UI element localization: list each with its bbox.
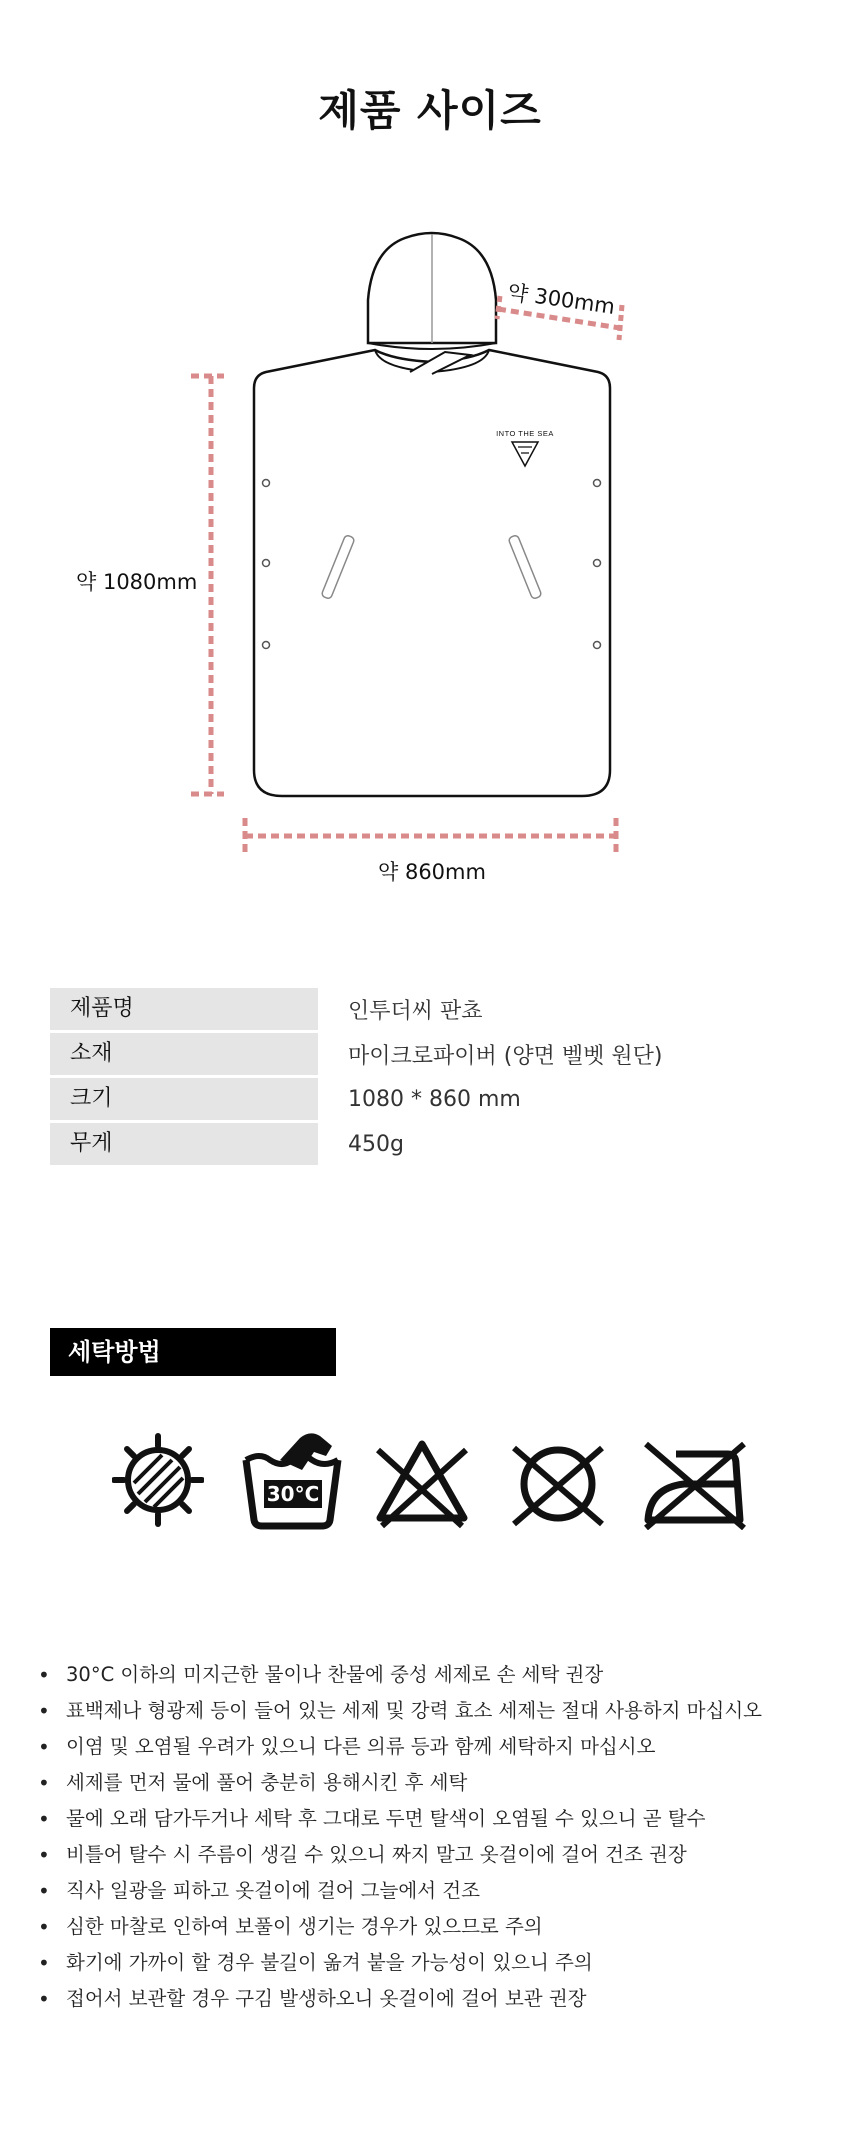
poncho-size-diagram [0, 0, 860, 900]
list-item: • 물에 오래 담가두거나 세탁 후 그대로 두면 탈색이 오염될 수 있으니 곧 탈수 [38, 1807, 706, 1831]
list-item: • 접어서 보관할 경우 구김 발생하오니 옷걸이에 걸어 보관 권장 [38, 1987, 587, 2011]
spec-row [50, 1123, 710, 1165]
width-dimension-label: 약 860mm [378, 860, 486, 884]
list-item: • 심한 마찰로 인하여 보풀이 생기는 경우가 있으므로 주의 [38, 1915, 543, 1939]
do-not-iron-icon [640, 1430, 750, 1530]
spec-label: 제품명 [50, 988, 318, 1030]
do-not-bleach-icon [370, 1430, 474, 1530]
list-item: • 화기에 가까이 할 경우 불길이 옮겨 붙을 가능성이 있으니 주의 [38, 1951, 593, 1975]
spec-row [50, 988, 710, 1030]
list-item: • 30°C 이하의 미지근한 물이나 찬물에 중성 세제로 손 세탁 권장 [38, 1663, 604, 1687]
height-dimension-label: 약 1080mm [76, 570, 198, 594]
hood-dimension-label: 약 300mm [506, 280, 617, 319]
list-item: • 세제를 먼저 물에 풀어 충분히 용해시킨 후 세탁 [38, 1771, 468, 1795]
list-item: • 직사 일광을 피하고 옷걸이에 걸어 그늘에서 건조 [38, 1879, 480, 1903]
list-item: • 표백제나 형광제 등이 들어 있는 세제 및 강력 효소 세제는 절대 사용하지 마십시오 [38, 1699, 763, 1723]
care-icons-row [0, 1430, 860, 1540]
spec-value: 450g [348, 1131, 404, 1157]
spec-label: 소재 [50, 1033, 318, 1075]
spec-value: 1080 * 860 mm [348, 1086, 521, 1112]
spec-value: 마이크로파이버 (양면 벨벳 원단) [348, 1043, 663, 1069]
do-not-tumble-dry-icon [112, 1430, 204, 1530]
list-item: • 이염 및 오염될 우려가 있으니 다른 의류 등과 함께 세탁하지 마십시오 [38, 1735, 656, 1759]
care-section-header: 세탁방법 [50, 1328, 336, 1376]
care-notes-list [38, 1660, 828, 2020]
poncho-body-outline [254, 350, 610, 796]
spec-label: 크기 [50, 1078, 318, 1120]
logo-text: INTO THE SEA [496, 429, 554, 438]
spec-label: 무게 [50, 1123, 318, 1165]
page-title: 제품 사이즈 [318, 86, 542, 135]
svg-text:30°C: 30°C [266, 1482, 320, 1506]
spec-row [50, 1033, 710, 1075]
spec-table [50, 988, 710, 1168]
spec-value: 인투더씨 판쵸 [348, 998, 483, 1024]
spec-row [50, 1078, 710, 1120]
list-item: • 비틀어 탈수 시 주름이 생길 수 있으니 짜지 말고 옷걸이에 걸어 건조 권장 [38, 1843, 687, 1867]
width-dimension [245, 818, 616, 854]
hand-wash-30c-icon [240, 1430, 345, 1530]
do-not-dry-clean-icon [506, 1430, 610, 1530]
